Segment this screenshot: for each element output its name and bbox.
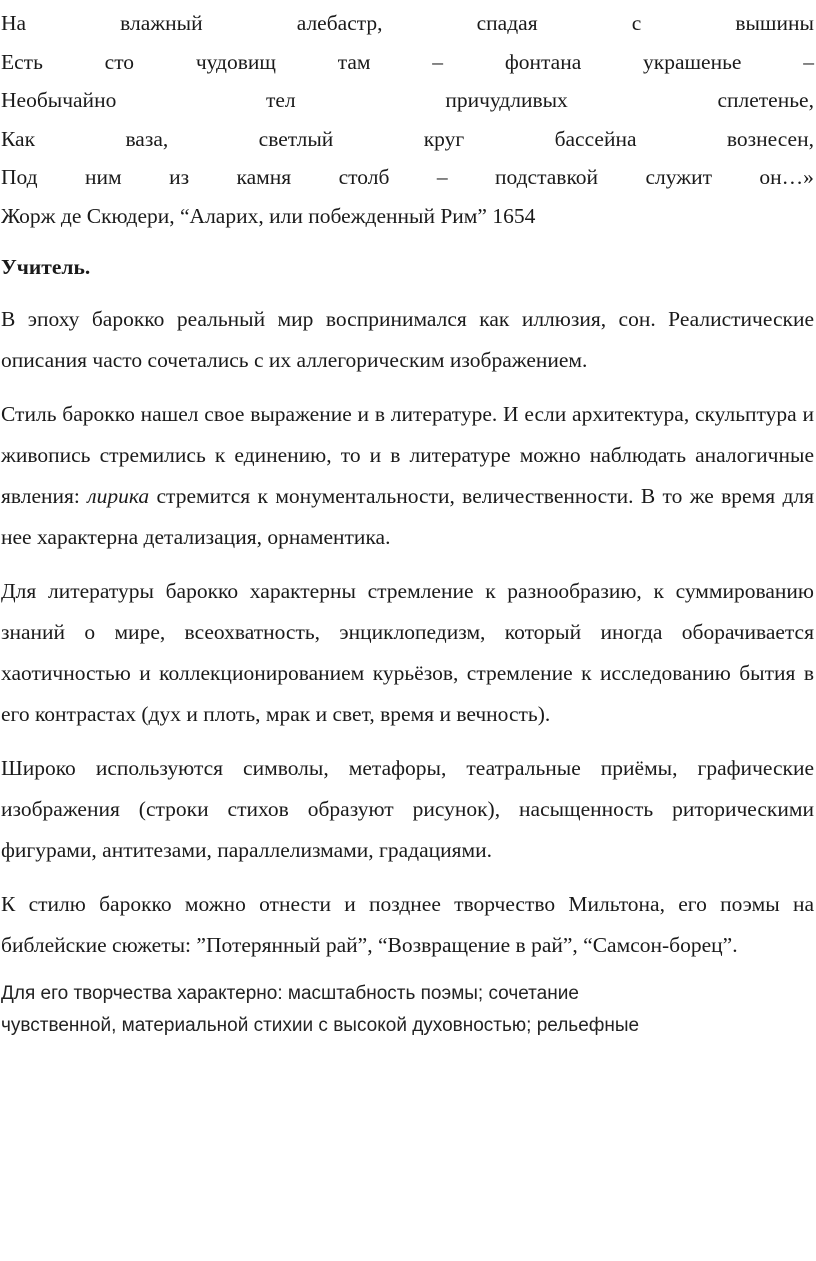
poem-word: На	[1, 11, 27, 35]
poem-word: он…»	[759, 165, 814, 189]
poem-word: влажный	[120, 11, 203, 35]
poem-line	[1, 43, 814, 82]
poem-word: служит	[645, 165, 712, 189]
paragraph-devices: Широко используются символы, метафоры, театральные приёмы, графические изображения (строки стихов образуют рисунок), насыщенность риторическими фигурами, антитезами, параллелизмами, градациями.	[1, 756, 814, 862]
poem-word: ним	[85, 165, 122, 189]
poem-word: –	[436, 165, 448, 189]
poem-line	[1, 120, 814, 159]
poem-word: подставкой	[494, 165, 599, 189]
poem-word: бассейна	[554, 126, 637, 151]
poem-word: ваза,	[125, 126, 169, 151]
poem-word: алебастр,	[296, 11, 383, 35]
paragraph-baroque-literature	[1, 394, 814, 558]
poem-word: сто	[104, 49, 135, 74]
paragraph-line: Для его творчества характерно: масштабность поэмы; сочетание	[1, 983, 579, 1004]
poem-word: вышины	[735, 11, 814, 35]
paragraph-milton: К стилю барокко можно отнести и позднее творчество Мильтона, его поэмы на библейские сюжеты: ”Потерянный рай”, “Возвращение в рай”, “Самсон-борец”.	[1, 892, 814, 957]
poem-attribution: Жорж де Скюдери, “Аларих, или побежденный Рим” 1654	[1, 203, 536, 228]
paragraph-text: Стиль барокко нашел свое выражение и в литературе. И если архитектура, скульптура и живопись стремились к единению, то и в литературе можно наблюдать аналогичные явления:	[1, 402, 814, 508]
poem-word: тел	[265, 88, 296, 112]
poem-word: столб	[338, 165, 390, 189]
paragraph-text: стремится к монументальности, величественности. В то же время для нее характерна детализация, орнаментика.	[1, 484, 814, 549]
paragraph-milton-traits	[1, 978, 814, 1042]
paragraph-baroque-illusion: В эпоху барокко реальный мир воспринимался как иллюзия, сон. Реалистические описания часто сочетались с их аллегорическим изображением.	[1, 307, 814, 372]
poem-word: светлый	[258, 126, 334, 151]
poem-quote	[1, 0, 814, 235]
poem-word: из	[169, 165, 190, 189]
poem-word: спадая	[476, 11, 538, 35]
poem-word: фонтана	[504, 49, 582, 74]
poem-line	[1, 81, 814, 120]
poem-word: с	[631, 11, 642, 35]
poem-word: сплетенье,	[717, 88, 814, 112]
poem-word: вознесен,	[726, 126, 814, 151]
poem-word: украшенье	[643, 49, 742, 74]
poem-word: там	[337, 49, 371, 74]
poem-line	[1, 158, 814, 197]
poem-word: –	[432, 49, 444, 74]
poem-word: камня	[236, 165, 292, 189]
poem-word: Есть	[1, 49, 43, 74]
poem-word: Необычайно	[1, 88, 117, 112]
poem-line	[1, 4, 814, 43]
poem-word: круг	[423, 126, 465, 151]
poem-word: причудливых	[445, 88, 568, 112]
poem-word: Под	[1, 165, 38, 189]
poem-word: –	[803, 49, 814, 74]
section-heading: Учитель.	[1, 255, 91, 279]
emphasis-lyric: лирика	[87, 484, 150, 508]
paragraph-literature-traits: Для литературы барокко характерны стремление к разнообразию, к суммированию знаний о мире, всеохватность, энциклопедизм, который иногда оборачивается хаотичностью и коллекционированием курьёзов, стремление к исследованию бытия в его контрастах (дух и плоть, мрак и свет, время и вечность).	[1, 579, 814, 726]
paragraph-line: чувственной, материальной стихии с высокой духовностью; рельефные	[1, 1015, 640, 1036]
poem-word: чудовищ	[195, 49, 276, 74]
poem-word: Как	[1, 126, 36, 151]
